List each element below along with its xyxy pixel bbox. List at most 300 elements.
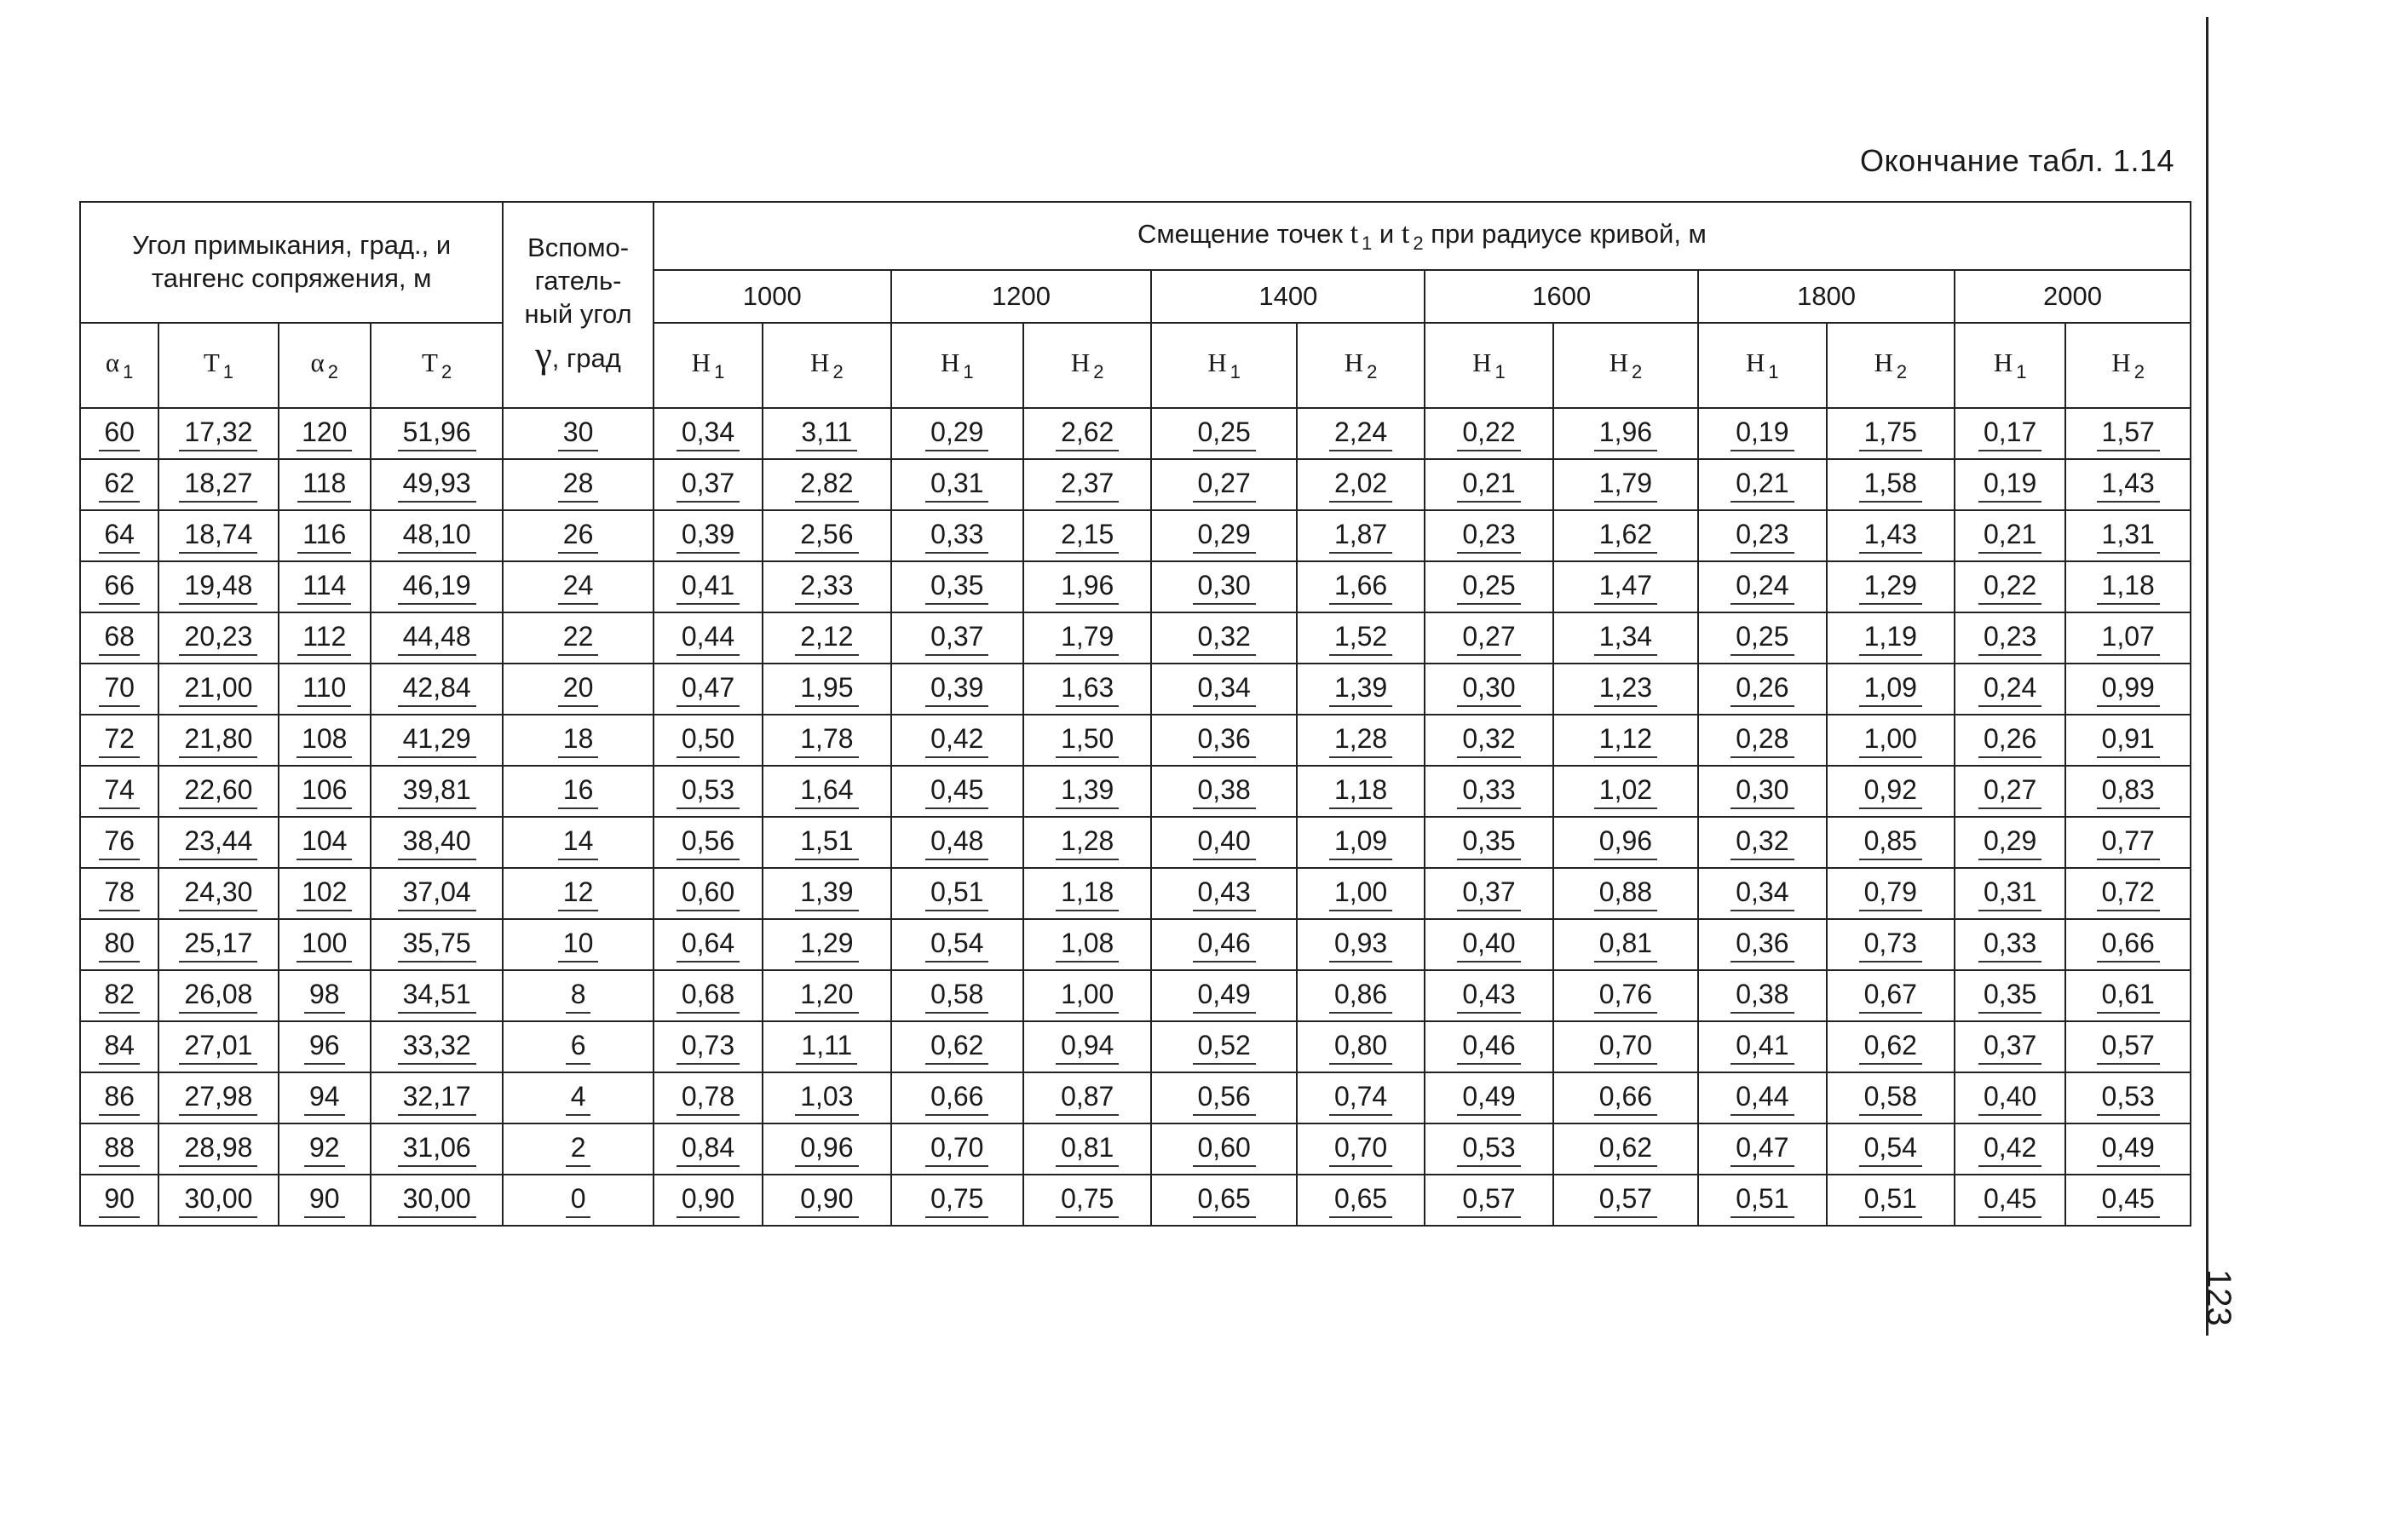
cell-offset: 1,43 — [2065, 459, 2191, 510]
cell-offset: 0,39 — [654, 510, 763, 561]
cell-offset: 2,02 — [1297, 459, 1425, 510]
cell-t1: 18,27 — [158, 459, 278, 510]
cell-alpha2: 90 — [279, 1175, 371, 1226]
cell-offset: 0,78 — [654, 1072, 763, 1123]
cell-t2: 46,19 — [371, 561, 503, 612]
cell-t1: 19,48 — [158, 561, 278, 612]
cell-offset: 0,33 — [1425, 766, 1552, 817]
cell-offset: 0,42 — [1955, 1123, 2065, 1175]
col-header-h1-r0: Н $_1$ — [654, 323, 763, 408]
cell-offset: 0,39 — [891, 664, 1023, 715]
cell-alpha2: 116 — [279, 510, 371, 561]
cell-offset: 1,79 — [1023, 612, 1151, 664]
cell-alpha2: 110 — [279, 664, 371, 715]
cell-offset: 1,50 — [1023, 715, 1151, 766]
cell-offset: 0,76 — [1553, 970, 1698, 1021]
cell-t1: 18,74 — [158, 510, 278, 561]
cell-offset: 0,99 — [2065, 664, 2191, 715]
table-body — [80, 408, 2191, 1226]
cell-alpha2: 108 — [279, 715, 371, 766]
cell-offset: 1,29 — [763, 919, 890, 970]
cell-offset: 1,58 — [1827, 459, 1955, 510]
cell-offset: 0,27 — [1151, 459, 1296, 510]
cell-offset: 0,93 — [1297, 919, 1425, 970]
cell-t2: 44,48 — [371, 612, 503, 664]
offset-group-header — [654, 202, 2191, 270]
cell-alpha1: 60 — [80, 408, 158, 459]
cell-offset: 0,24 — [1955, 664, 2065, 715]
cell-offset: 0,29 — [1151, 510, 1296, 561]
table-row — [80, 510, 2191, 561]
cell-gamma: 18 — [503, 715, 653, 766]
cell-offset: 0,24 — [1698, 561, 1826, 612]
radius-header-2000: 2000 — [1955, 270, 2191, 323]
cell-offset: 0,60 — [1151, 1123, 1296, 1175]
cell-alpha2: 104 — [279, 817, 371, 868]
radius-header-1200: 1200 — [891, 270, 1152, 323]
cell-offset: 0,84 — [654, 1123, 763, 1175]
col-header-t2: T $_2$ — [371, 323, 503, 408]
cell-offset: 1,00 — [1023, 970, 1151, 1021]
cell-offset: 0,37 — [654, 459, 763, 510]
cell-offset: 1,52 — [1297, 612, 1425, 664]
cell-alpha2: 102 — [279, 868, 371, 919]
cell-offset: 0,73 — [1827, 919, 1955, 970]
cell-offset: 2,37 — [1023, 459, 1151, 510]
cell-gamma: 26 — [503, 510, 653, 561]
cell-offset: 0,74 — [1297, 1072, 1425, 1123]
table-row — [80, 919, 2191, 970]
cell-offset: 0,83 — [2065, 766, 2191, 817]
offset-group-text-after: при радиусе кривой, м — [1431, 219, 1707, 250]
cell-offset: 1,63 — [1023, 664, 1151, 715]
col-header-h2-r0: Н $_2$ — [763, 323, 890, 408]
cell-offset: 0,21 — [1425, 459, 1552, 510]
cell-gamma: 2 — [503, 1123, 653, 1175]
table-row — [80, 1021, 2191, 1072]
cell-offset: 0,40 — [1425, 919, 1552, 970]
cell-offset: 0,46 — [1425, 1021, 1552, 1072]
cell-offset: 0,23 — [1425, 510, 1552, 561]
cell-gamma: 6 — [503, 1021, 653, 1072]
cell-alpha1: 82 — [80, 970, 158, 1021]
cell-offset: 1,47 — [1553, 561, 1698, 612]
gamma-symbol: γ — [535, 333, 552, 376]
cell-offset: 0,41 — [654, 561, 763, 612]
cell-t2: 32,17 — [371, 1072, 503, 1123]
cell-offset: 2,24 — [1297, 408, 1425, 459]
cell-gamma: 12 — [503, 868, 653, 919]
cell-offset: 1,39 — [763, 868, 890, 919]
cell-offset: 0,43 — [1151, 868, 1296, 919]
cell-gamma: 0 — [503, 1175, 653, 1226]
cell-alpha1: 66 — [80, 561, 158, 612]
cell-gamma: 14 — [503, 817, 653, 868]
cell-offset: 0,30 — [1425, 664, 1552, 715]
cell-t2: 49,93 — [371, 459, 503, 510]
cell-offset: 0,26 — [1698, 664, 1826, 715]
cell-alpha2: 118 — [279, 459, 371, 510]
aux-angle-label: Вспомо-гатель-ный угол — [524, 233, 632, 329]
table-row — [80, 970, 2191, 1021]
cell-t2: 30,00 — [371, 1175, 503, 1226]
cell-offset: 0,65 — [1151, 1175, 1296, 1226]
cell-alpha2: 106 — [279, 766, 371, 817]
cell-offset: 0,92 — [1827, 766, 1955, 817]
cell-alpha1: 64 — [80, 510, 158, 561]
table-row — [80, 817, 2191, 868]
cell-t2: 41,29 — [371, 715, 503, 766]
cell-offset: 1,09 — [1297, 817, 1425, 868]
cell-offset: 0,34 — [1698, 868, 1826, 919]
page-number: 123 — [2200, 1269, 2237, 1326]
col-header-alpha2: α $_2$ — [279, 323, 371, 408]
cell-offset: 1,79 — [1553, 459, 1698, 510]
cell-t2: 35,75 — [371, 919, 503, 970]
cell-offset: 1,57 — [2065, 408, 2191, 459]
cell-offset: 0,57 — [1425, 1175, 1552, 1226]
cell-offset: 2,62 — [1023, 408, 1151, 459]
cell-t1: 27,98 — [158, 1072, 278, 1123]
cell-offset: 2,33 — [763, 561, 890, 612]
table-row — [80, 459, 2191, 510]
cell-offset: 0,96 — [763, 1123, 890, 1175]
cell-offset: 1,75 — [1827, 408, 1955, 459]
cell-offset: 1,02 — [1553, 766, 1698, 817]
cell-alpha1: 72 — [80, 715, 158, 766]
table-caption: Окончание табл. 1.14 — [1859, 143, 2174, 178]
radius-header-1800: 1800 — [1698, 270, 1955, 323]
cell-gamma: 10 — [503, 919, 653, 970]
cell-t2: 48,10 — [371, 510, 503, 561]
offset-group-text-before: Смещение точек — [1137, 219, 1343, 250]
cell-t1: 30,00 — [158, 1175, 278, 1226]
cell-gamma: 16 — [503, 766, 653, 817]
cell-offset: 0,81 — [1553, 919, 1698, 970]
cell-t1: 21,00 — [158, 664, 278, 715]
t1-symbol: t $_1$ — [1350, 218, 1373, 255]
cell-alpha2: 92 — [279, 1123, 371, 1175]
cell-offset: 0,22 — [1425, 408, 1552, 459]
cell-alpha2: 94 — [279, 1072, 371, 1123]
cell-offset: 0,37 — [1955, 1021, 2065, 1072]
cell-offset: 1,18 — [2065, 561, 2191, 612]
cell-offset: 0,54 — [1827, 1123, 1955, 1175]
table-row — [80, 715, 2191, 766]
col-header-h1-r5: Н $_1$ — [1955, 323, 2065, 408]
cell-offset: 0,38 — [1151, 766, 1296, 817]
col-header-h1-r3: Н $_1$ — [1425, 323, 1552, 408]
cell-offset: 0,33 — [1955, 919, 2065, 970]
cell-offset: 0,17 — [1955, 408, 2065, 459]
cell-offset: 0,45 — [2065, 1175, 2191, 1226]
cell-offset: 0,66 — [891, 1072, 1023, 1123]
cell-offset: 0,43 — [1425, 970, 1552, 1021]
cell-alpha1: 62 — [80, 459, 158, 510]
cell-t2: 34,51 — [371, 970, 503, 1021]
cell-offset: 0,47 — [1698, 1123, 1826, 1175]
cell-offset: 0,37 — [891, 612, 1023, 664]
table-row — [80, 561, 2191, 612]
col-header-h2-r2: Н $_2$ — [1297, 323, 1425, 408]
cell-offset: 0,46 — [1151, 919, 1296, 970]
cell-t2: 42,84 — [371, 664, 503, 715]
cell-alpha1: 86 — [80, 1072, 158, 1123]
cell-offset: 0,87 — [1023, 1072, 1151, 1123]
cell-offset: 1,00 — [1827, 715, 1955, 766]
cell-t1: 20,23 — [158, 612, 278, 664]
table-row — [80, 664, 2191, 715]
cell-t1: 17,32 — [158, 408, 278, 459]
cell-offset: 0,48 — [891, 817, 1023, 868]
cell-offset: 0,57 — [1553, 1175, 1698, 1226]
cell-offset: 0,29 — [1955, 817, 2065, 868]
cell-offset: 0,79 — [1827, 868, 1955, 919]
col-header-h1-r1: Н $_1$ — [891, 323, 1023, 408]
cell-offset: 1,07 — [2065, 612, 2191, 664]
cell-offset: 0,90 — [654, 1175, 763, 1226]
cell-offset: 0,54 — [891, 919, 1023, 970]
cell-offset: 0,41 — [1698, 1021, 1826, 1072]
cell-offset: 0,21 — [1698, 459, 1826, 510]
cell-t1: 24,30 — [158, 868, 278, 919]
cell-alpha2: 114 — [279, 561, 371, 612]
cell-offset: 0,51 — [1827, 1175, 1955, 1226]
angle-group-header: Угол примыкания, град., и тангенс сопряжения, м — [80, 202, 503, 323]
cell-t2: 31,06 — [371, 1123, 503, 1175]
cell-offset: 0,80 — [1297, 1021, 1425, 1072]
cell-offset: 0,49 — [1151, 970, 1296, 1021]
t2-symbol: t $_2$ — [1401, 218, 1424, 255]
cell-offset: 0,27 — [1425, 612, 1552, 664]
cell-offset: 1,18 — [1297, 766, 1425, 817]
cell-offset: 1,96 — [1553, 408, 1698, 459]
cell-offset: 0,45 — [1955, 1175, 2065, 1226]
radius-header-1400: 1400 — [1151, 270, 1425, 323]
offset-group-and: и — [1379, 219, 1395, 250]
cell-offset: 2,12 — [763, 612, 890, 664]
cell-offset: 0,36 — [1698, 919, 1826, 970]
cell-offset: 0,62 — [1827, 1021, 1955, 1072]
cell-offset: 0,88 — [1553, 868, 1698, 919]
cell-offset: 1,66 — [1297, 561, 1425, 612]
cell-offset: 1,95 — [763, 664, 890, 715]
col-header-h2-r3: Н $_2$ — [1553, 323, 1698, 408]
cell-offset: 0,65 — [1297, 1175, 1425, 1226]
cell-offset: 0,70 — [891, 1123, 1023, 1175]
cell-offset: 1,11 — [763, 1021, 890, 1072]
cell-offset: 0,81 — [1023, 1123, 1151, 1175]
cell-t1: 25,17 — [158, 919, 278, 970]
cell-offset: 0,27 — [1955, 766, 2065, 817]
cell-offset: 0,68 — [654, 970, 763, 1021]
cell-alpha2: 100 — [279, 919, 371, 970]
cell-offset: 0,62 — [1553, 1123, 1698, 1175]
cell-offset: 0,35 — [1425, 817, 1552, 868]
cell-offset: 0,94 — [1023, 1021, 1151, 1072]
cell-offset: 0,45 — [891, 766, 1023, 817]
cell-offset: 1,78 — [763, 715, 890, 766]
table-row — [80, 766, 2191, 817]
cell-offset: 1,62 — [1553, 510, 1698, 561]
cell-offset: 1,51 — [763, 817, 890, 868]
cell-offset: 0,47 — [654, 664, 763, 715]
cell-alpha1: 88 — [80, 1123, 158, 1175]
col-header-t1: T $_1$ — [158, 323, 278, 408]
cell-offset: 0,25 — [1698, 612, 1826, 664]
cell-offset: 0,44 — [654, 612, 763, 664]
cell-offset: 1,96 — [1023, 561, 1151, 612]
cell-alpha2: 96 — [279, 1021, 371, 1072]
cell-offset: 0,75 — [1023, 1175, 1151, 1226]
table-row — [80, 408, 2191, 459]
cell-offset: 0,51 — [1698, 1175, 1826, 1226]
cell-alpha1: 90 — [80, 1175, 158, 1226]
cell-offset: 0,28 — [1698, 715, 1826, 766]
cell-alpha1: 78 — [80, 868, 158, 919]
aux-angle-header — [503, 202, 653, 408]
aux-angle-symbol-line — [504, 331, 652, 378]
cell-offset: 0,36 — [1151, 715, 1296, 766]
col-header-h2-r1: Н $_2$ — [1023, 323, 1151, 408]
cell-offset: 0,34 — [654, 408, 763, 459]
cell-t2: 33,32 — [371, 1021, 503, 1072]
cell-offset: 0,56 — [654, 817, 763, 868]
cell-offset: 0,34 — [1151, 664, 1296, 715]
cell-offset: 2,15 — [1023, 510, 1151, 561]
cell-offset: 0,26 — [1955, 715, 2065, 766]
cell-t1: 22,60 — [158, 766, 278, 817]
cell-offset: 0,66 — [2065, 919, 2191, 970]
cell-offset: 0,57 — [2065, 1021, 2191, 1072]
cell-offset: 0,61 — [2065, 970, 2191, 1021]
cell-alpha1: 84 — [80, 1021, 158, 1072]
cell-offset: 1,29 — [1827, 561, 1955, 612]
cell-offset: 1,43 — [1827, 510, 1955, 561]
cell-alpha1: 76 — [80, 817, 158, 868]
cell-offset: 0,58 — [1827, 1072, 1955, 1123]
cell-offset: 1,19 — [1827, 612, 1955, 664]
cell-offset: 0,30 — [1698, 766, 1826, 817]
table-row — [80, 1123, 2191, 1175]
cell-offset: 1,00 — [1297, 868, 1425, 919]
cell-alpha1: 68 — [80, 612, 158, 664]
cell-alpha1: 80 — [80, 919, 158, 970]
cell-offset: 0,58 — [891, 970, 1023, 1021]
cell-offset: 0,70 — [1553, 1021, 1698, 1072]
cell-gamma: 4 — [503, 1072, 653, 1123]
cell-offset: 0,50 — [654, 715, 763, 766]
page-edge-line — [2206, 17, 2208, 1336]
cell-offset: 0,29 — [891, 408, 1023, 459]
cell-offset: 0,96 — [1553, 817, 1698, 868]
cell-offset: 0,56 — [1151, 1072, 1296, 1123]
cell-offset: 0,73 — [654, 1021, 763, 1072]
cell-offset: 0,23 — [1698, 510, 1826, 561]
col-header-h2-r5: Н $_2$ — [2065, 323, 2191, 408]
cell-offset: 0,31 — [1955, 868, 2065, 919]
cell-alpha2: 120 — [279, 408, 371, 459]
cell-gamma: 24 — [503, 561, 653, 612]
cell-offset: 0,44 — [1698, 1072, 1826, 1123]
cell-offset: 1,31 — [2065, 510, 2191, 561]
table-row — [80, 612, 2191, 664]
cell-offset: 1,39 — [1023, 766, 1151, 817]
cell-gamma: 30 — [503, 408, 653, 459]
cell-offset: 0,49 — [1425, 1072, 1552, 1123]
cell-gamma: 22 — [503, 612, 653, 664]
cell-offset: 1,23 — [1553, 664, 1698, 715]
cell-offset: 0,25 — [1425, 561, 1552, 612]
offset-table — [79, 201, 2191, 1227]
cell-offset: 1,39 — [1297, 664, 1425, 715]
cell-offset: 1,20 — [763, 970, 890, 1021]
cell-t1: 28,98 — [158, 1123, 278, 1175]
cell-offset: 0,32 — [1698, 817, 1826, 868]
cell-t1: 26,08 — [158, 970, 278, 1021]
cell-alpha2: 98 — [279, 970, 371, 1021]
cell-offset: 0,86 — [1297, 970, 1425, 1021]
cell-offset: 0,32 — [1151, 612, 1296, 664]
cell-t1: 27,01 — [158, 1021, 278, 1072]
cell-offset: 0,21 — [1955, 510, 2065, 561]
cell-offset: 0,85 — [1827, 817, 1955, 868]
cell-t2: 39,81 — [371, 766, 503, 817]
cell-offset: 1,34 — [1553, 612, 1698, 664]
cell-offset: 0,19 — [1698, 408, 1826, 459]
cell-offset: 0,35 — [1955, 970, 2065, 1021]
cell-offset: 2,56 — [763, 510, 890, 561]
cell-offset: 3,11 — [763, 408, 890, 459]
cell-gamma: 28 — [503, 459, 653, 510]
cell-gamma: 8 — [503, 970, 653, 1021]
col-header-h1-r2: Н $_1$ — [1151, 323, 1296, 408]
cell-offset: 0,30 — [1151, 561, 1296, 612]
cell-offset: 0,42 — [891, 715, 1023, 766]
cell-offset: 0,19 — [1955, 459, 2065, 510]
table-row — [80, 1072, 2191, 1123]
cell-offset: 0,64 — [654, 919, 763, 970]
cell-offset: 0,53 — [2065, 1072, 2191, 1123]
cell-offset: 1,12 — [1553, 715, 1698, 766]
cell-offset: 0,49 — [2065, 1123, 2191, 1175]
cell-alpha1: 70 — [80, 664, 158, 715]
cell-t2: 38,40 — [371, 817, 503, 868]
cell-t2: 37,04 — [371, 868, 503, 919]
table-row — [80, 1175, 2191, 1226]
cell-offset: 0,23 — [1955, 612, 2065, 664]
cell-offset: 0,40 — [1151, 817, 1296, 868]
cell-offset: 0,91 — [2065, 715, 2191, 766]
cell-offset: 0,51 — [891, 868, 1023, 919]
table-row — [80, 868, 2191, 919]
cell-offset: 1,18 — [1023, 868, 1151, 919]
cell-offset: 0,22 — [1955, 561, 2065, 612]
cell-offset: 0,62 — [891, 1021, 1023, 1072]
col-header-alpha1: α $_1$ — [80, 323, 158, 408]
cell-offset: 0,66 — [1553, 1072, 1698, 1123]
cell-offset: 1,03 — [763, 1072, 890, 1123]
cell-alpha1: 74 — [80, 766, 158, 817]
cell-offset: 0,53 — [654, 766, 763, 817]
cell-offset: 0,72 — [2065, 868, 2191, 919]
cell-offset: 1,28 — [1023, 817, 1151, 868]
cell-offset: 0,25 — [1151, 408, 1296, 459]
cell-offset: 0,90 — [763, 1175, 890, 1226]
radius-header-1000: 1000 — [654, 270, 891, 323]
cell-offset: 1,08 — [1023, 919, 1151, 970]
cell-offset: 0,35 — [891, 561, 1023, 612]
